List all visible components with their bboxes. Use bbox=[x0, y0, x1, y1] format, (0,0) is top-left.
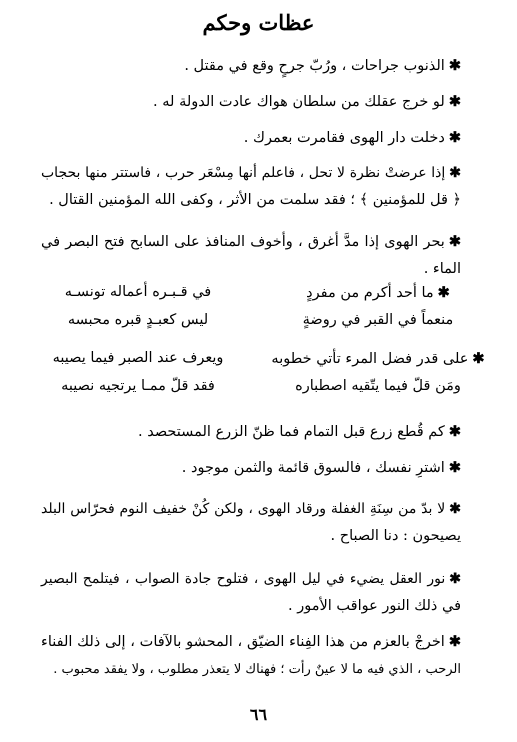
paragraph-5-line-2: الماء . bbox=[423, 261, 461, 277]
bullet-star-icon: ✱ bbox=[449, 571, 461, 587]
poem-1 bbox=[28, 284, 488, 340]
paragraph-1-text: الذنوب جراحات ، ورُبّ جرحٍ وقع في مقتل . bbox=[184, 58, 445, 74]
paragraph-9-line-1: نور العقل يضيء في ليل الهوى ، فتلوح جادة الصواب ، فيتلمح البصير bbox=[41, 571, 446, 587]
poem-2-verse-2-left: فقد قلّ ممـا يرتجيه نصيبه bbox=[61, 378, 215, 394]
poem-2-verse-1-right: على قدر فضل المرء تأتي خطوبه bbox=[271, 351, 469, 367]
bullet-star-icon: ✱ bbox=[448, 459, 461, 476]
paragraph-8 bbox=[41, 496, 461, 550]
poem-1-verse-2-right: منعماً في القبر في روضةٍ bbox=[302, 312, 454, 328]
paragraph-10-line-1: اخرجْ بالعزم من هذا الفِناء الضيّق ، المحشو بالآفات ، إلى ذلك الفناء bbox=[41, 634, 445, 650]
paragraph-7-text: اشترِ نفسك ، فالسوق قائمة والثمن موجود . bbox=[181, 460, 445, 476]
paragraph-4-line-2: ﴿ قل للمؤمنين ﴾ ؛ فقد سلمت من الأثر ، وكفى الله المؤمنين القتال . bbox=[49, 192, 461, 208]
bullet-star-icon: ✱ bbox=[448, 233, 461, 250]
bullet-star-icon: ✱ bbox=[472, 350, 485, 367]
paragraph-1 bbox=[41, 52, 461, 80]
paragraph-8-line-2: يصيحون : دنا الصباح . bbox=[330, 528, 461, 544]
page-title: عظات وحكم bbox=[202, 10, 315, 35]
poem-1-verse-1-right: ما أحد أكرم من مفردٍ bbox=[306, 285, 434, 301]
page-number: ٦٦ bbox=[249, 705, 268, 724]
bullet-star-icon: ✱ bbox=[437, 284, 450, 301]
poem-1-verse-2-left: ليس كعبـدٍ قبره محبسه bbox=[67, 312, 209, 328]
paragraph-2 bbox=[41, 88, 461, 116]
paragraph-2-text: لو خرج عقلك من سلطان هواك عادت الدولة له . bbox=[153, 94, 445, 110]
paragraph-5-line-1: بحر الهوى إذا مدَّ أغرق ، وأخوف المنافذ على السابح فتح البصر في bbox=[41, 234, 445, 250]
bullet-star-icon: ✱ bbox=[448, 93, 461, 110]
poem-2 bbox=[28, 350, 488, 406]
paragraph-9-line-2: في ذلك النور عواقب الأمور . bbox=[288, 598, 461, 614]
bullet-star-icon: ✱ bbox=[448, 423, 461, 440]
paragraph-10-line-2: الرحب ، الذي فيه ما لا عينٌ رأت ؛ فهناك لا يتعذر مطلوب ، ولا يفقد محبوب . bbox=[53, 662, 461, 677]
paragraph-10 bbox=[41, 628, 461, 683]
bullet-star-icon: ✱ bbox=[449, 501, 461, 517]
paragraph-3-text: دخلت دار الهوى فقامرت بعمرك . bbox=[243, 130, 445, 146]
paragraph-3 bbox=[41, 124, 461, 152]
poem-2-verse-1-left: ويعرف عند الصبر فيما يصيبه bbox=[52, 350, 224, 366]
poem-2-verse-2-right: ومَن قلّ فيما يتّقيه اصطباره bbox=[295, 378, 461, 394]
paragraph-6 bbox=[41, 418, 461, 446]
bullet-star-icon: ✱ bbox=[448, 57, 461, 74]
bullet-star-icon: ✱ bbox=[449, 165, 461, 181]
paragraph-8-line-1: لا بدّ من سِنَةِ الغفلة ورقاد الهوى ، ولكن كُنْ خفيف النوم فحرّاس البلد bbox=[41, 501, 446, 517]
paragraph-6-text: كم قُطع زرع قبل التمام فما ظنّ الزرع المستحصد . bbox=[138, 424, 445, 440]
paragraph-4-line-1: إذا عرضتْ نظرة لا تحل ، فاعلم أنها مِسْعَر حرب ، فاستتر منها بحجاب bbox=[41, 165, 446, 181]
paragraph-4 bbox=[41, 160, 461, 214]
bullet-star-icon: ✱ bbox=[448, 633, 461, 650]
paragraph-7 bbox=[41, 454, 461, 482]
paragraph-5 bbox=[41, 228, 461, 283]
bullet-star-icon: ✱ bbox=[448, 129, 461, 146]
poem-1-verse-1-left: في قـبـره أعماله تونسـه bbox=[64, 284, 212, 300]
paragraph-9 bbox=[41, 566, 461, 620]
